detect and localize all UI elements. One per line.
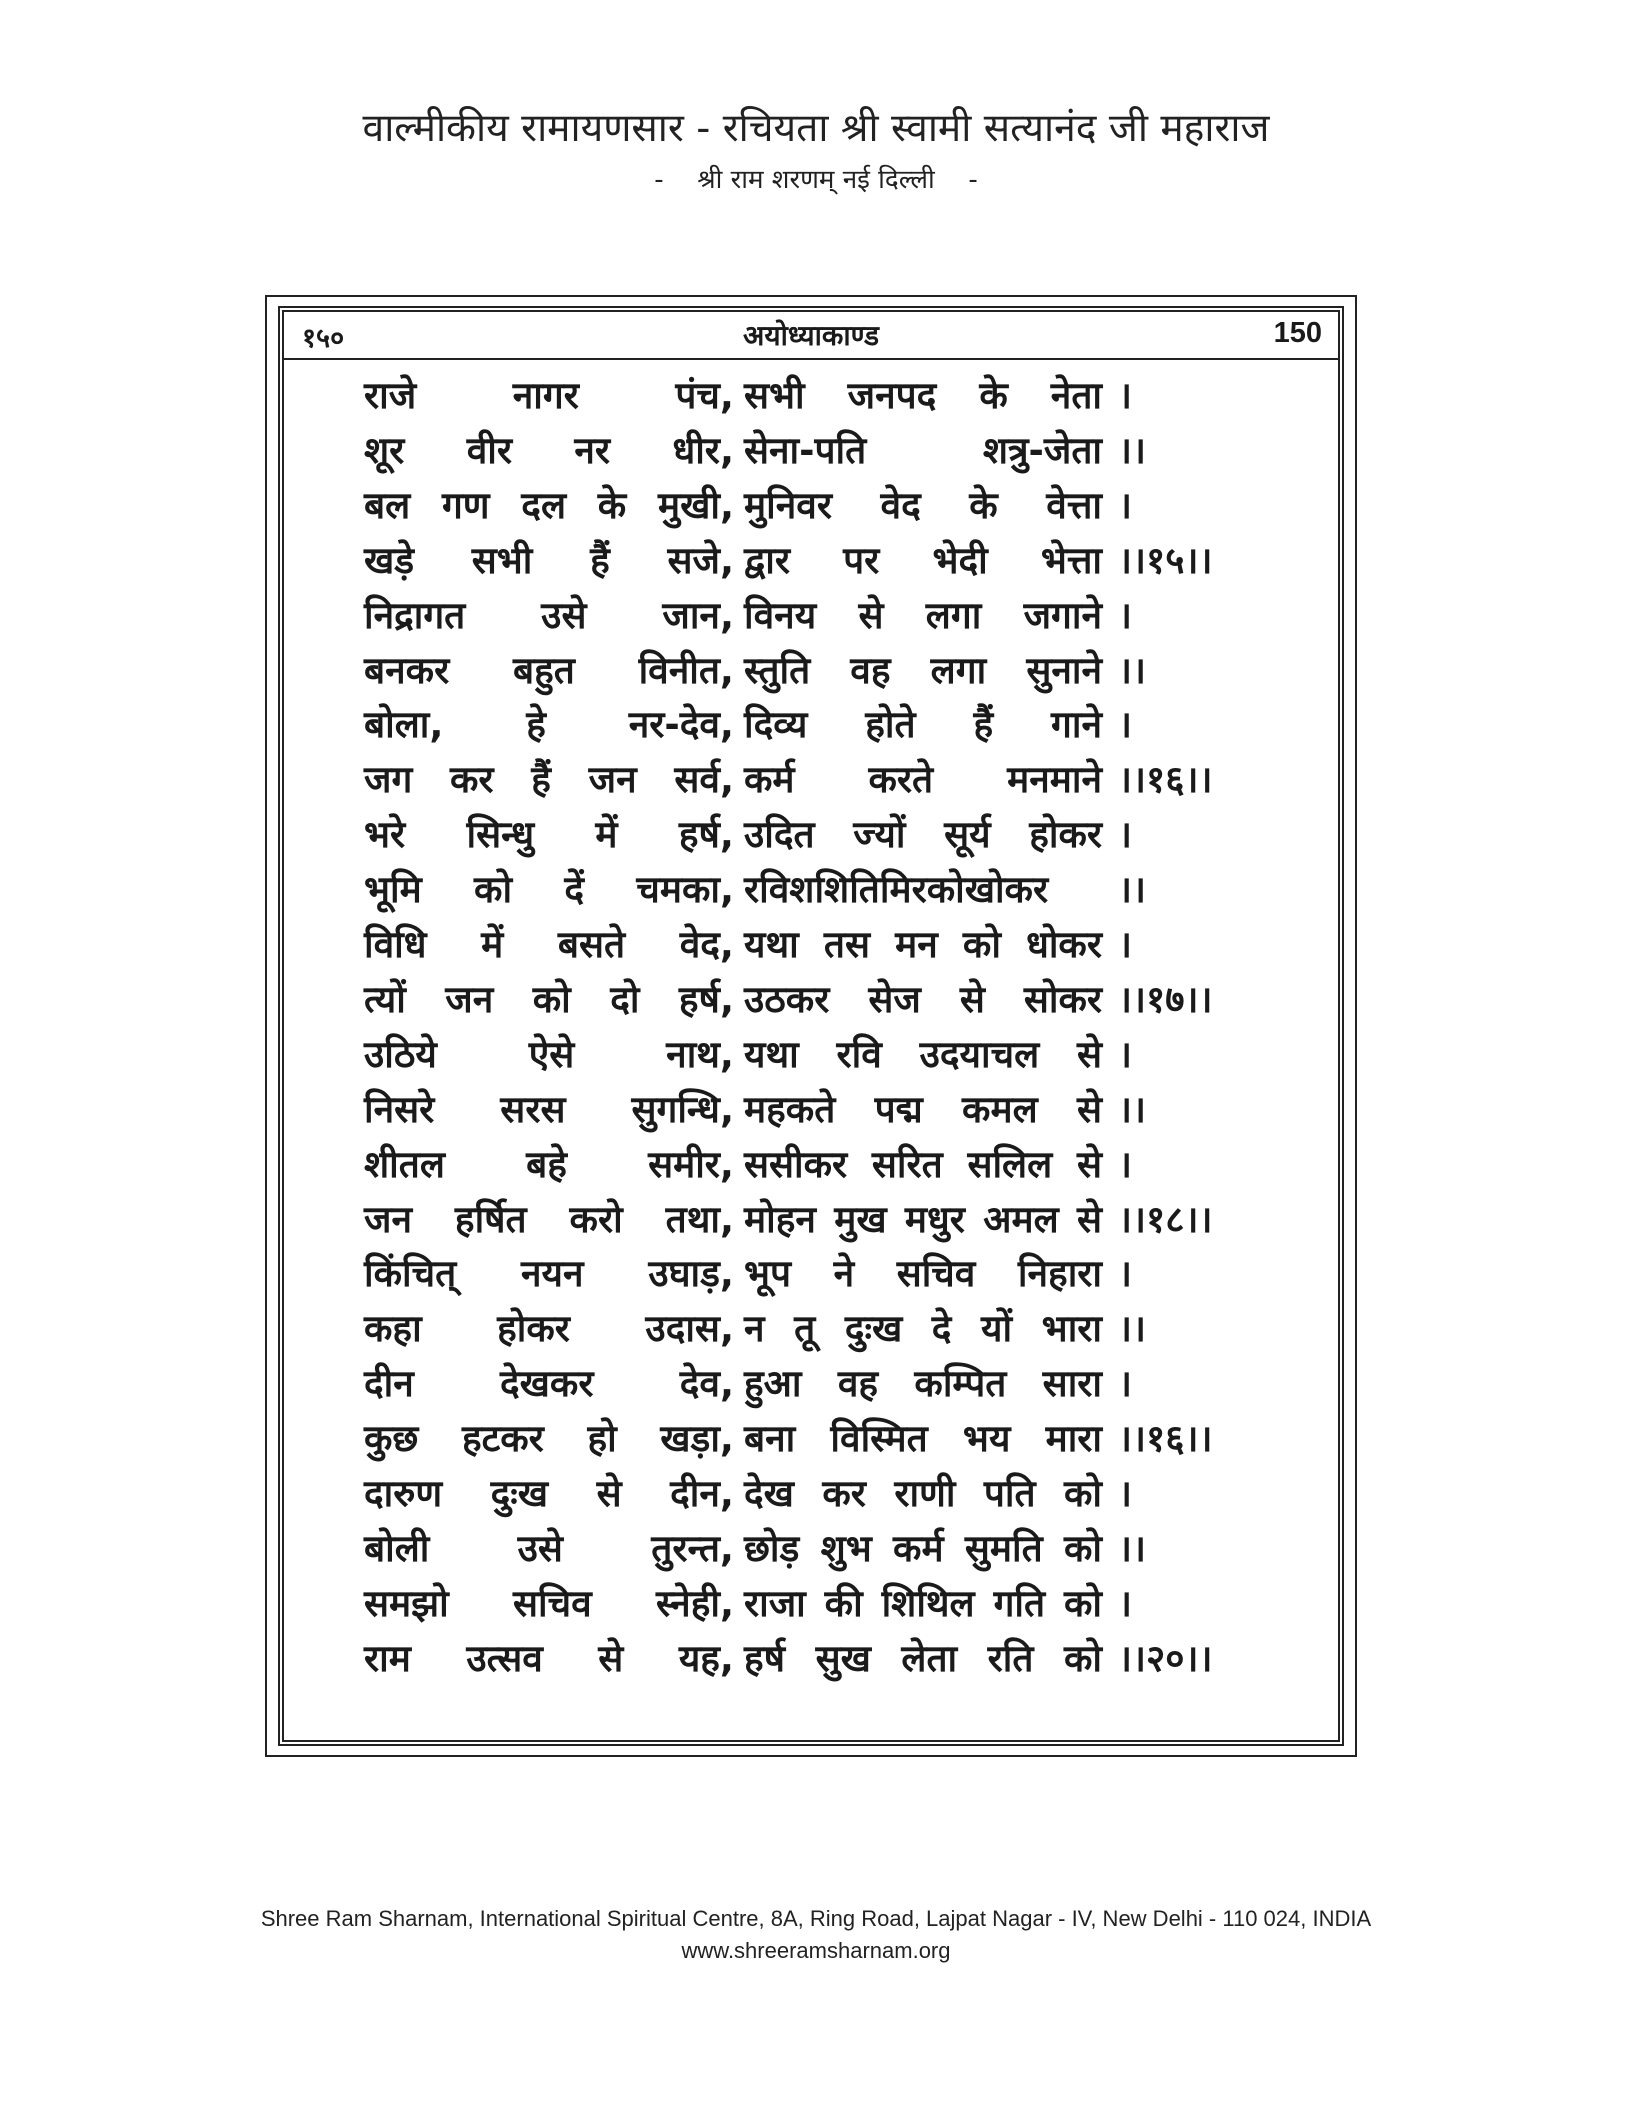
verse-line [364,1027,1244,1083]
verse-line [364,368,1244,424]
verse-first-half: खड़े सभी हैं सजे, [364,538,734,582]
page-number-devanagari: १५० [302,323,345,354]
verse-second-half: द्वार पर भेदी भेत्ता [744,538,1102,582]
verse-first-half: दीन देखकर देव, [364,1362,734,1406]
verse-marker: ।।१६।। [1118,758,1213,802]
verse-marker: ।।२०।। [1118,1636,1213,1680]
verse-second-half: विनय से लगा जगाने [744,593,1102,637]
verse-second-half: भूप ने सचिव निहारा [744,1252,1102,1296]
verse-first-half: त्यों जन को दो हर्ष, [364,977,734,1021]
verse-line [364,1631,1244,1687]
verse-second-half: हर्ष सुख लेता रति को [744,1636,1102,1680]
verse-second-half: राजा की शिथिल गति को [744,1581,1102,1625]
verse-second-half: न तू दुःख दे यों भारा [744,1307,1102,1351]
document-subtitle [0,160,1632,200]
subtitle-text: श्री राम शरणम् नई दिल्ली [697,165,935,195]
verse-line [364,697,1244,753]
document-title: वाल्मीकीय रामायणसार - रचियता श्री स्वामी सत्यानंद जी महाराज [362,106,1270,151]
verse-second-half: छोड़ शुभ कर्म सुमति को [744,1526,1102,1570]
verse-second-half: सेना-पति शत्रु-जेता [744,428,1102,472]
verse-first-half: बोला, हे नर-देव, [364,703,734,747]
verse-line [364,1356,1244,1412]
subtitle-dash-left: - [654,165,664,195]
verse-marker: । [1118,483,1133,527]
verse-marker: । [1118,1362,1133,1406]
verse-line [364,1082,1244,1138]
verse-marker: । [1118,703,1133,747]
verse-line [364,1192,1244,1248]
verse-first-half: उठिये ऐसे नाथ, [364,1032,734,1076]
verse-first-half: राम उत्सव से यह, [364,1636,734,1680]
verse-marker: ।।१७।। [1118,977,1213,1021]
verse-marker: । [1118,923,1133,966]
verse-line [364,643,1244,699]
verse-second-half: देख कर राणी पति को [744,1472,1102,1515]
verse-first-half: शूर वीर नर धीर, [364,428,734,472]
verse-first-half: किंचित् नयन उघाड़, [364,1252,734,1296]
verse-line [364,972,1244,1028]
verse-line [364,1301,1244,1357]
subtitle-dash-right: - [968,165,978,195]
page-header-bar [284,312,1338,360]
verse-second-half: सभी जनपद के नेता [744,374,1102,417]
verse-first-half: बल गण दल के मुखी, [364,483,734,527]
verse-line [364,1137,1244,1193]
verse-first-half: दारुण दुःख से दीन, [364,1472,734,1515]
verse-second-half: यथा तस मन को धोकर [744,923,1102,966]
verse-first-half: भरे सिन्धु में हर्ष, [364,813,734,857]
verse-marker: । [1118,593,1133,637]
verse-marker: । [1118,1252,1133,1296]
verse-marker: ।।१५।। [1118,538,1213,582]
verse-first-half: विधि में बसते वेद, [364,923,734,966]
verse-second-half: कर्म करते मनमाने [744,758,1102,802]
verse-marker: ।। [1118,428,1147,472]
footer-website[interactable]: www.shreeramsharnam.org [681,1938,951,1963]
verse-line [364,752,1244,808]
verse-line [364,533,1244,589]
verse-line [364,1466,1244,1522]
verse-marker: ।।१८।। [1118,1197,1213,1241]
footer-address: Shree Ram Sharnam, International Spiritual Centre, 8A, Ring Road, Lajpat Nagar - IV, New Delhi - 110 024, INDIA [260,1906,1372,1931]
verse-second-half: यथा रवि उदयाचल से [744,1032,1102,1076]
verse-second-half: बना विस्मित भय मारा [744,1417,1102,1461]
verse-marker: ।।१६।। [1118,1417,1213,1461]
verse-second-half: मुनिवर वेद के वेत्ता [744,483,1102,527]
verse-second-half: दिव्य होते हैं गाने [744,703,1102,747]
verse-line [364,1576,1244,1632]
verse-second-half: स्तुति वह लगा सुनाने [744,648,1102,692]
verse-first-half: निद्रागत उसे जान, [364,593,734,637]
verse-second-half: उदित ज्यों सूर्य होकर [744,813,1102,857]
verse-line [364,862,1244,918]
verse-marker: । [1118,1581,1133,1625]
chapter-title: अयोध्याकाण्ड [743,319,879,352]
verse-line [364,588,1244,644]
verse-marker: । [1118,813,1133,857]
verse-first-half: जन हर्षित करो तथा, [364,1197,734,1241]
verse-line [364,478,1244,534]
verse-marker: । [1118,1472,1133,1515]
verse-second-half: रविशशितिमिरकोखोकर [744,868,1049,912]
verse-first-half: समझो सचिव स्नेही, [364,1581,734,1625]
verse-line [364,1521,1244,1577]
verse-line [364,1246,1244,1302]
verse-marker: ।। [1118,868,1147,912]
verse-marker: । [1118,1142,1133,1186]
verse-line [364,1411,1244,1467]
verse-first-half: शीतल बहे समीर, [364,1142,734,1186]
verse-first-half: राजे नागर पंच, [364,374,734,417]
verse-marker: ।। [1118,1307,1147,1351]
verse-line [364,917,1244,973]
page-number: 150 [1273,317,1322,349]
verse-first-half: कुछ हटकर हो खड़ा, [364,1417,734,1461]
verse-marker: । [1118,374,1133,417]
verse-second-half: हुआ वह कम्पित सारा [744,1362,1102,1406]
verse-marker: ।। [1118,1087,1147,1131]
verse-first-half: निसरे सरस सुगन्धि, [364,1087,734,1131]
verse-marker: ।। [1118,1526,1147,1570]
verse-first-half: बनकर बहुत विनीत, [364,648,734,692]
verse-second-half: ससीकर सरित सलिल से [744,1142,1102,1186]
verse-line [364,807,1244,863]
verse-second-half: उठकर सेज से सोकर [744,977,1102,1021]
verse-marker: । [1118,1032,1133,1076]
verse-first-half: कहा होकर उदास, [364,1307,734,1351]
verse-line [364,423,1244,479]
verse-second-half: मोहन मुख मधुर अमल से [744,1197,1102,1241]
verse-second-half: महकते पद्म कमल से [744,1087,1102,1131]
verse-first-half: भूमि को दें चमका, [364,868,734,912]
verse-marker: ।। [1118,648,1147,692]
verse-first-half: बोली उसे तुरन्त, [364,1526,734,1570]
verse-first-half: जग कर हैं जन सर्व, [364,758,734,802]
